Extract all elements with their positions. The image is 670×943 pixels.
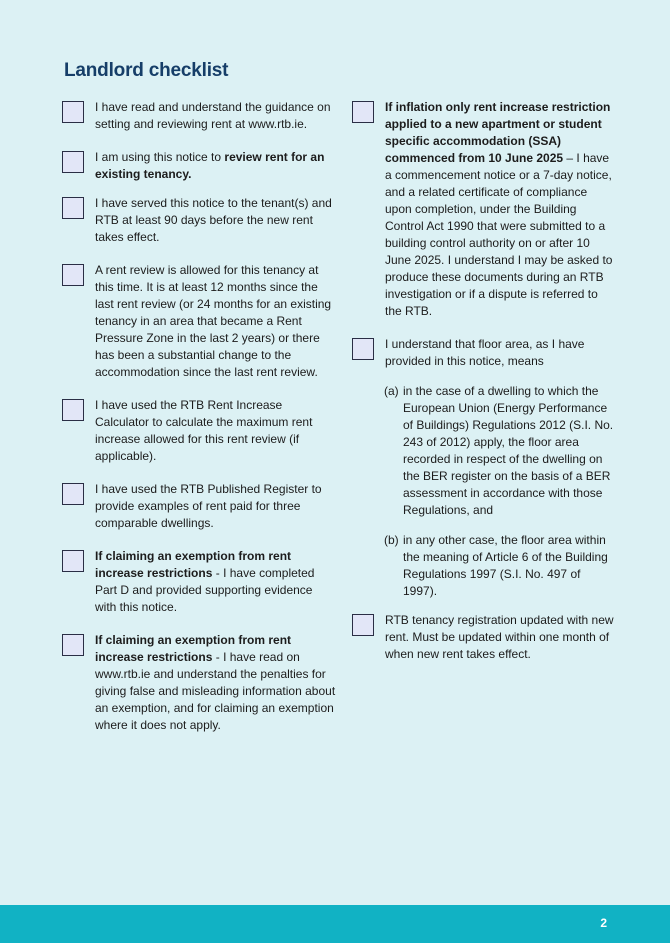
item-text: I have used the RTB Rent Increase Calculator to calculate the maximum rent increase allowed for this rent review (if applicable). bbox=[95, 398, 313, 463]
sub-item bbox=[352, 383, 614, 519]
checklist-item bbox=[62, 99, 337, 133]
item-text: I have read and understand the guidance on setting and reviewing rent at www.rtb.ie. bbox=[95, 100, 331, 131]
checkbox[interactable] bbox=[352, 614, 374, 636]
checklist-left-column bbox=[62, 99, 337, 734]
sub-item-text: in any other case, the floor area within the meaning of Article 6 of the Building Regulations 1997 (S.I. No. 497 of 1997). bbox=[403, 533, 608, 598]
item-text-bold: If inflation only rent increase restriction applied to a new apartment or student specific accommodation (SSA) commenced from 10 June 2025 bbox=[385, 100, 611, 165]
checklist-item bbox=[352, 99, 614, 320]
checkbox[interactable] bbox=[62, 197, 84, 219]
page-number: 2 bbox=[600, 916, 607, 930]
checkbox[interactable] bbox=[352, 338, 374, 360]
checklist-item bbox=[62, 397, 337, 465]
checklist-item bbox=[62, 195, 337, 246]
checklist-item bbox=[62, 149, 337, 183]
checklist-right-column bbox=[352, 99, 614, 663]
item-text: I understand that floor area, as I have provided in this notice, means bbox=[385, 337, 585, 368]
checkbox[interactable] bbox=[62, 550, 84, 572]
checkbox[interactable] bbox=[62, 483, 84, 505]
checklist-item bbox=[62, 632, 337, 734]
checklist-item bbox=[62, 262, 337, 381]
item-text: A rent review is allowed for this tenancy at this time. It is at least 12 months since the last rent review (or 24 months for an existing tenancy in an area that became a Rent Pressure Zone in the last 2 years) or there has been a substantial change to the accommodation since the last rent review. bbox=[95, 263, 332, 379]
page-title: Landlord checklist bbox=[64, 60, 229, 81]
item-text: - I have read on www.rtb.ie and understand the penalties for giving false and misleading information about an exemption, and for claiming an exemption where it does not apply. bbox=[95, 650, 336, 732]
item-text: RTB tenancy registration updated with new rent. Must be updated within one month of when new rent takes effect. bbox=[385, 613, 614, 661]
sub-item-marker: (b) bbox=[384, 533, 399, 547]
sub-item-text: in the case of a dwelling to which the European Union (Energy Performance of Buildings) Regulations 2012 (S.I. No. 243 of 2012) apply, the floor area recorded in respect of the dwelling on the BER register on the basis of a BER assessment in accordance with those Regulations, and bbox=[403, 384, 614, 517]
item-text: I have used the RTB Published Register to provide examples of rent paid for three comparable dwellings. bbox=[95, 482, 322, 530]
checklist-item bbox=[62, 548, 337, 616]
checkbox[interactable] bbox=[62, 101, 84, 123]
item-text-bold: If claiming an exemption from rent increase restrictions bbox=[95, 549, 292, 580]
footer-bar bbox=[0, 905, 670, 943]
checkbox[interactable] bbox=[62, 151, 84, 173]
checkbox[interactable] bbox=[352, 101, 374, 123]
sub-item bbox=[352, 532, 614, 600]
item-text-bold: review rent for an existing tenancy. bbox=[95, 150, 325, 181]
checklist-item bbox=[352, 336, 614, 370]
item-text: – I have a commencement notice or a 7-day notice, and a related certificate of compliance upon completion, under the Building Control Act 1990 that were submitted to a building control authority on or after 10 June 2025. I understand I may be asked to produce these documents during an RTB investigation or if a dispute is referred to the RTB. bbox=[385, 151, 613, 318]
checkbox[interactable] bbox=[62, 264, 84, 286]
checklist-item bbox=[62, 481, 337, 532]
checklist-item bbox=[352, 612, 614, 663]
sub-item-marker: (a) bbox=[384, 384, 399, 398]
item-text: - I have completed Part D and provided supporting evidence with this notice. bbox=[95, 566, 315, 614]
checkbox[interactable] bbox=[62, 634, 84, 656]
checkbox[interactable] bbox=[62, 399, 84, 421]
item-text: I have served this notice to the tenant(s) and RTB at least 90 days before the new rent takes effect. bbox=[95, 196, 332, 244]
item-text: I am using this notice to bbox=[95, 150, 225, 164]
item-text-bold: If claiming an exemption from rent increase restrictions bbox=[95, 633, 292, 664]
